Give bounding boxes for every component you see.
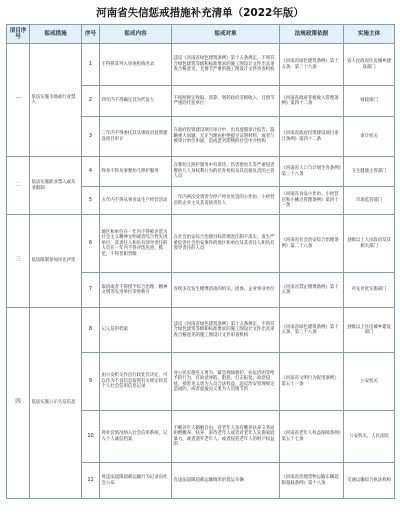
header-item-no: 项目序号 <box>7 25 30 44</box>
row-seq: 8 <box>82 308 100 353</box>
row-basis: 《河南省人口与计划生育条例》第三十八条 <box>280 157 344 187</box>
row-seq: 4 <box>82 157 100 187</box>
row-seq: 2 <box>82 86 100 117</box>
row-subject: 省人民政府住房城乡建设部门 <box>344 44 395 86</box>
row-content: 终身不得从事婴幼儿照护服务 <box>100 157 172 187</box>
group-measure: 依法实施公示失信信息 <box>30 308 82 499</box>
header-subject: 实施主体 <box>344 25 395 44</box>
row-content: 将处罚情况纳入社会信用系统，记入个人诚信档案 <box>100 411 172 463</box>
row-basis: 《河南省政府投资建设项目审计条例》第四十二条 <box>280 117 344 157</box>
row-seq: 3 <box>82 117 100 157</box>
row-basis: 《河南省文明行为促进条例》第五十一条 <box>280 353 344 411</box>
row-target: 在社会治安综合治理目标管理责任制不落实，发生严重危害社会治安事件的地区和单位及其责任人和负有领导责任的人员 <box>172 215 280 273</box>
row-subject: 县级以上住房城乡建设部门 <box>344 308 395 353</box>
row-basis: 《河南省社会治安综合治理条例》第二十八条 <box>280 215 344 273</box>
row-seq: 10 <box>82 411 100 463</box>
row-basis: 《河南省老年人权益保障条例》第五十七条 <box>280 411 344 463</box>
header-target: 惩戒对象 <box>172 25 280 44</box>
row-content: 将违法超限超载运输行为记录向社会公布 <box>100 463 172 499</box>
row-subject: 公安机关、人民法院 <box>344 411 395 463</box>
row-target: 在政府投资建设项目审计中，出具虚假审计报告、隐瞒重大问题、无正当理由拒绝提交证明材料，或者与被审计单位串通，造成恶劣影响的社会中介机构 <box>172 117 280 157</box>
row-basis: 《河南省绿色建筑条例》第十五条、第三十八条 <box>280 44 344 86</box>
table-row <box>7 215 395 273</box>
row-target: 对公民实施见义勇为、紧急现场救护、扶危济困等给予的行为，有故意诬陷、阻扰、打击报复、故意侵扰、损害见义勇为人员合法权益，违反治安管理规定造成的，或者虚报见义勇为人员情节的 <box>172 353 280 411</box>
group-number: 一 <box>7 44 30 157</box>
group-measure: 依法实施职业禁入或从业限制 <box>30 157 82 215</box>
row-basis: 《河南省绿色建筑条例》第十五条、第三十八条 <box>280 308 344 353</box>
row-content: 不得将其列入审查机构名录 <box>100 44 172 86</box>
row-seq: 5 <box>82 187 100 215</box>
row-target: 违反《河南省绿色建筑条例》第十五条规定，不将符合绿色建筑等级和标准要求的施工图设计文件出具审查合格意见，且情节严重的施工图设计文件审查机构 <box>172 44 280 86</box>
row-seq: 6 <box>82 215 100 273</box>
row-target: 在婴幼儿照护服务中有虐待、伤害婴幼儿等严重侵害婴幼儿人身权利行为的托育机构及其直接负责的主管人员 <box>172 157 280 187</box>
row-basis: 《河南省治理货物运输车辆超限超载条例》第十八条 <box>280 463 344 499</box>
row-target: 违反《河南省绿色建筑条例》第十五条规定，不将符合绿色建筑等级和标准要求的施工图设计文件出具审查合格意见的施工图设计文件审查机构 <box>172 308 280 353</box>
row-subject: 市场监管部门 <box>344 187 395 215</box>
row-basis: 《河南省禁止赌博条例》第十五条 <box>280 273 344 308</box>
row-subject: 卫生健康主管部门 <box>344 157 395 187</box>
row-target: 有违法超限超载运输情形的货运车辆 <box>172 463 280 499</box>
table-row <box>7 44 395 86</box>
row-seq: 9 <box>82 353 100 411</box>
document-title: 河南省失信惩戒措施补充清单（2022年版） <box>96 7 304 19</box>
row-subject: 财政部门 <box>344 86 395 117</box>
row-target: 不按照规定收取、清算、划转政府非税收入，且情节严重的代征单位 <box>172 86 280 117</box>
row-content: 由公安机关作出行政处罚决定，可以作为不良信息按照有关规定将其个人社会信用信息记录 <box>100 353 172 411</box>
row-seq: 11 <box>82 463 100 499</box>
row-content: 记入信用档案 <box>100 308 172 353</box>
row-subject: 交通运输综合执法机构 <box>344 463 395 499</box>
row-subject: 县级以上人民政府及其相关部门 <box>344 215 395 273</box>
row-basis: 《河南省食品小作坊、小经营店和小摊点管理条例》第四十一条 <box>280 187 344 215</box>
group-number: 三 <box>7 215 30 308</box>
row-content: 三年内不得委托其从事政府投资建设项目审计 <box>100 117 172 157</box>
row-subject: 审计机关 <box>344 117 395 157</box>
group-number: 四 <box>7 308 30 499</box>
header-item: 惩戒措施 <box>30 25 82 44</box>
row-content: 取消或者不得授予综合治理、精神文明等先进单位荣誉称号 <box>100 273 172 308</box>
measures-table <box>6 24 395 499</box>
row-subject: 评先评优实施部门 <box>344 273 395 308</box>
table-header-row <box>7 25 395 44</box>
row-basis: 《河南省政府非税收入管理条例》第四十二条 <box>280 86 344 117</box>
row-content: 地区和单位在一年内不得被评选为社会主义精神文明或者综合性先进单位，其责任人和负有领导责任的人员在一年内不得评选先进、模范，不得晋职晋级 <box>100 215 172 273</box>
group-measure: 依法限制参加评先评优 <box>30 215 82 308</box>
header-seq: 序号 <box>82 25 100 44</box>
group-number: 二 <box>7 157 30 215</box>
row-target: 连续多次发生赌博活动的机关、团体、企业事业单位 <box>172 273 280 308</box>
row-seq: 1 <box>82 44 100 86</box>
group-measure: 依法实施市场或行业禁入 <box>30 44 82 157</box>
table-row <box>7 157 395 187</box>
header-content: 惩戒内容 <box>100 25 172 44</box>
row-seq: 7 <box>82 273 100 308</box>
row-target: 不赡养年人婚姻自由、对老年人负有赡养扶养义务而拒绝赡养、扶养，虐待老年人或者对老年人实施家庭暴力，或者遗弃老年人，或者侵犯老年人的财产权益的 <box>172 411 280 463</box>
table-row <box>7 308 395 353</box>
row-content: 四年内不得确定其为代征人 <box>100 86 172 117</box>
header-basis: 法规政策依据 <box>280 25 344 44</box>
row-subject: 公安机关 <box>344 353 395 411</box>
row-target: 一年内两次受到责令停产停业处罚的小作坊、小经营店的企业主及其直接责任人 <box>172 187 280 215</box>
row-content: 五年内不得从事食品生产经营活动 <box>100 187 172 215</box>
